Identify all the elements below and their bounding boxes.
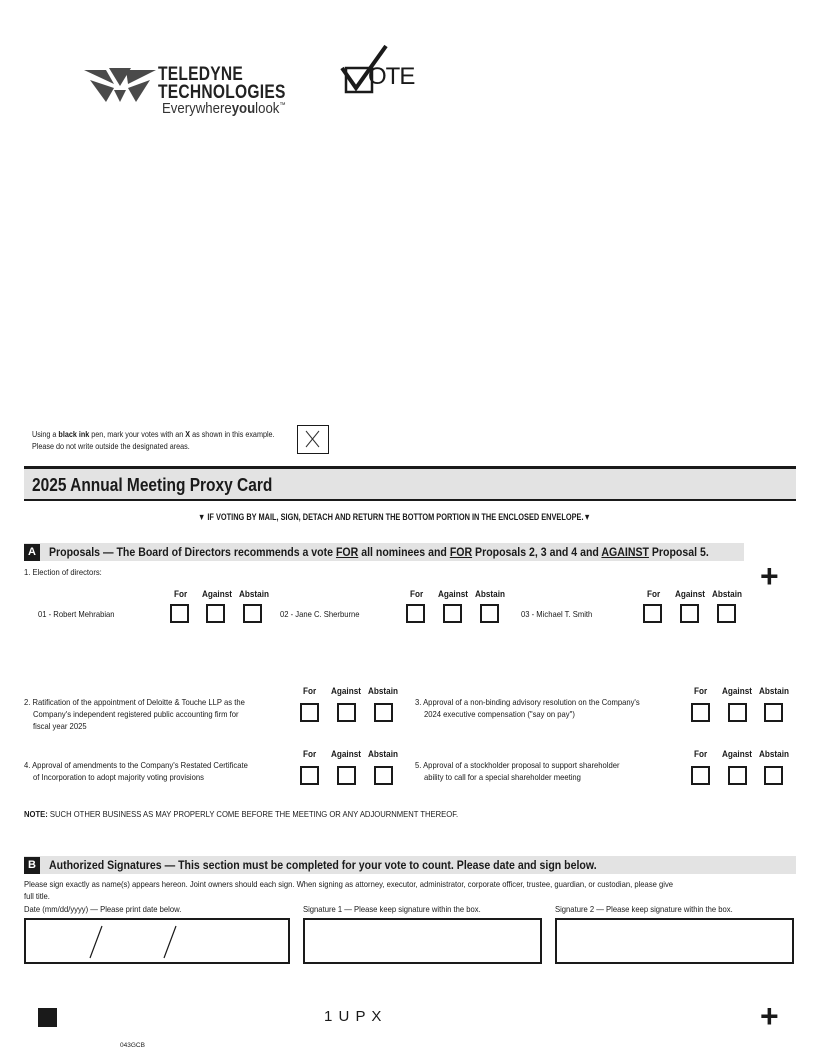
page-title: 2025 Annual Meeting Proxy Card — [32, 475, 273, 495]
registration-plus-bottom: + — [760, 998, 779, 1034]
proposal-5-text: 5. Approval of a stockholder proposal to support shareholder ability to call for a special shareholder meeting — [415, 760, 620, 782]
triangle-down-icon: ▼ — [198, 512, 208, 522]
section-a-marker: A — [24, 544, 40, 561]
instructions: Using a black ink pen, mark your votes with an X as shown in this example. Please do not write outside the designated areas. — [32, 430, 275, 451]
p3-abstain-checkbox[interactable] — [764, 703, 783, 722]
signature-instructions: Please sign exactly as name(s) appears hereon. Joint owners should each sign. When signing as attorney, executor, administrator, corporate officer, trustee, guardian, or custodian, please give full title. — [24, 879, 674, 901]
signature-2-box[interactable] — [555, 918, 794, 964]
company-name-line2: TECHNOLOGIES — [158, 82, 286, 103]
tagline: Everywhereyoulook™ — [162, 100, 286, 117]
p2-for-checkbox[interactable] — [300, 703, 319, 722]
nominee3-for-checkbox[interactable] — [643, 604, 662, 623]
detach-notice: ▼ IF VOTING BY MAIL, SIGN, DETACH AND RETURN THE BOTTOM PORTION IN THE ENCLOSED ENVELOPE.▼ — [198, 512, 591, 522]
p5-abstain-header: Abstain — [759, 749, 789, 760]
p2-against-checkbox[interactable] — [337, 703, 356, 722]
signature-1-label: Signature 1 — Please keep signature within the box. — [303, 904, 481, 914]
nominee3-abstain-header: Abstain — [712, 589, 742, 600]
p5-for-header: For — [694, 749, 708, 760]
nominee1-for-checkbox[interactable] — [170, 604, 189, 623]
nominee1-for-header: For — [174, 589, 188, 600]
date-slash-separators — [26, 920, 288, 962]
date-label: Date (mm/dd/yyyy) — Please print date below. — [24, 904, 182, 914]
nominee3-for-header: For — [647, 589, 661, 600]
company-logo — [84, 60, 306, 122]
p4-against-checkbox[interactable] — [337, 766, 356, 785]
proposal-2-text: 2. Ratification of the appointment of Deloitte & Touche LLP as the Company's independent registered public accounting firm for fiscal year 2025 — [24, 697, 245, 731]
proposal-3-text: 3. Approval of a non-binding advisory resolution on the Company's 2024 executive compensation ("say on pay") — [415, 697, 640, 719]
p4-abstain-header: Abstain — [368, 749, 398, 760]
title-bottom-rule — [24, 499, 796, 501]
section-a-title: Proposals — The Board of Directors recommends a vote FOR all nominees and FOR Proposals 2, 3 and 4 and AGAINST Proposal 5. — [49, 545, 709, 559]
triangle-down-icon: ▼ — [583, 512, 591, 522]
nominee-1-name: 01 - Robert Mehrabian — [38, 609, 115, 619]
vote-text: OTE — [368, 63, 415, 90]
p3-for-header: For — [694, 686, 708, 697]
election-label: 1. Election of directors: — [24, 567, 102, 577]
nominee3-against-checkbox[interactable] — [680, 604, 699, 623]
nominee2-for-header: For — [410, 589, 424, 600]
example-mark-box — [297, 425, 329, 454]
p3-against-checkbox[interactable] — [728, 703, 747, 722]
vote-logo — [340, 44, 420, 96]
title-bar — [24, 469, 796, 499]
p5-abstain-checkbox[interactable] — [764, 766, 783, 785]
p4-against-header: Against — [331, 749, 361, 760]
registration-square — [38, 1008, 57, 1027]
teledyne-mark-icon — [84, 66, 156, 102]
company-name-line1: TELEDYNE — [158, 64, 244, 85]
signature-1-box[interactable] — [303, 918, 542, 964]
nominee2-abstain-header: Abstain — [475, 589, 505, 600]
p3-against-header: Against — [722, 686, 752, 697]
x-mark-icon — [298, 426, 327, 452]
p3-for-checkbox[interactable] — [691, 703, 710, 722]
section-a-header — [24, 543, 744, 561]
signature-2-label: Signature 2 — Please keep signature within the box. — [555, 904, 733, 914]
nominee1-against-header: Against — [202, 589, 232, 600]
nominee3-against-header: Against — [675, 589, 705, 600]
p2-for-header: For — [303, 686, 317, 697]
section-b-title: Authorized Signatures — This section must be completed for your vote to count. Please date and sign below. — [49, 858, 597, 872]
p4-for-header: For — [303, 749, 317, 760]
nominee2-against-header: Against — [438, 589, 468, 600]
nominee3-abstain-checkbox[interactable] — [717, 604, 736, 623]
note: NOTE: SUCH OTHER BUSINESS AS MAY PROPERLY COME BEFORE THE MEETING OR ANY ADJOURNMENT THEREOF. — [24, 809, 459, 819]
nominee1-abstain-header: Abstain — [239, 589, 269, 600]
proposal-4-text: 4. Approval of amendments to the Company's Restated Certificate of Incorporation to adopt majority voting provisions — [24, 760, 248, 782]
p5-for-checkbox[interactable] — [691, 766, 710, 785]
p2-against-header: Against — [331, 686, 361, 697]
nominee-2-name: 02 - Jane C. Sherburne — [280, 609, 360, 619]
date-input-box[interactable] — [24, 918, 290, 964]
p4-abstain-checkbox[interactable] — [374, 766, 393, 785]
nominee1-against-checkbox[interactable] — [206, 604, 225, 623]
section-b-marker: B — [24, 857, 40, 874]
nominee2-abstain-checkbox[interactable] — [480, 604, 499, 623]
p5-against-header: Against — [722, 749, 752, 760]
p5-against-checkbox[interactable] — [728, 766, 747, 785]
nominee2-against-checkbox[interactable] — [443, 604, 462, 623]
form-id: 043GCB — [120, 1042, 145, 1049]
nominee-3-name: 03 - Michael T. Smith — [521, 609, 593, 619]
p3-abstain-header: Abstain — [759, 686, 789, 697]
p2-abstain-header: Abstain — [368, 686, 398, 697]
nominee2-for-checkbox[interactable] — [406, 604, 425, 623]
barcode-text: 1 U P X — [324, 1008, 383, 1025]
p2-abstain-checkbox[interactable] — [374, 703, 393, 722]
registration-plus-top: + — [760, 558, 779, 594]
nominee1-abstain-checkbox[interactable] — [243, 604, 262, 623]
section-b-header — [24, 856, 796, 874]
p4-for-checkbox[interactable] — [300, 766, 319, 785]
